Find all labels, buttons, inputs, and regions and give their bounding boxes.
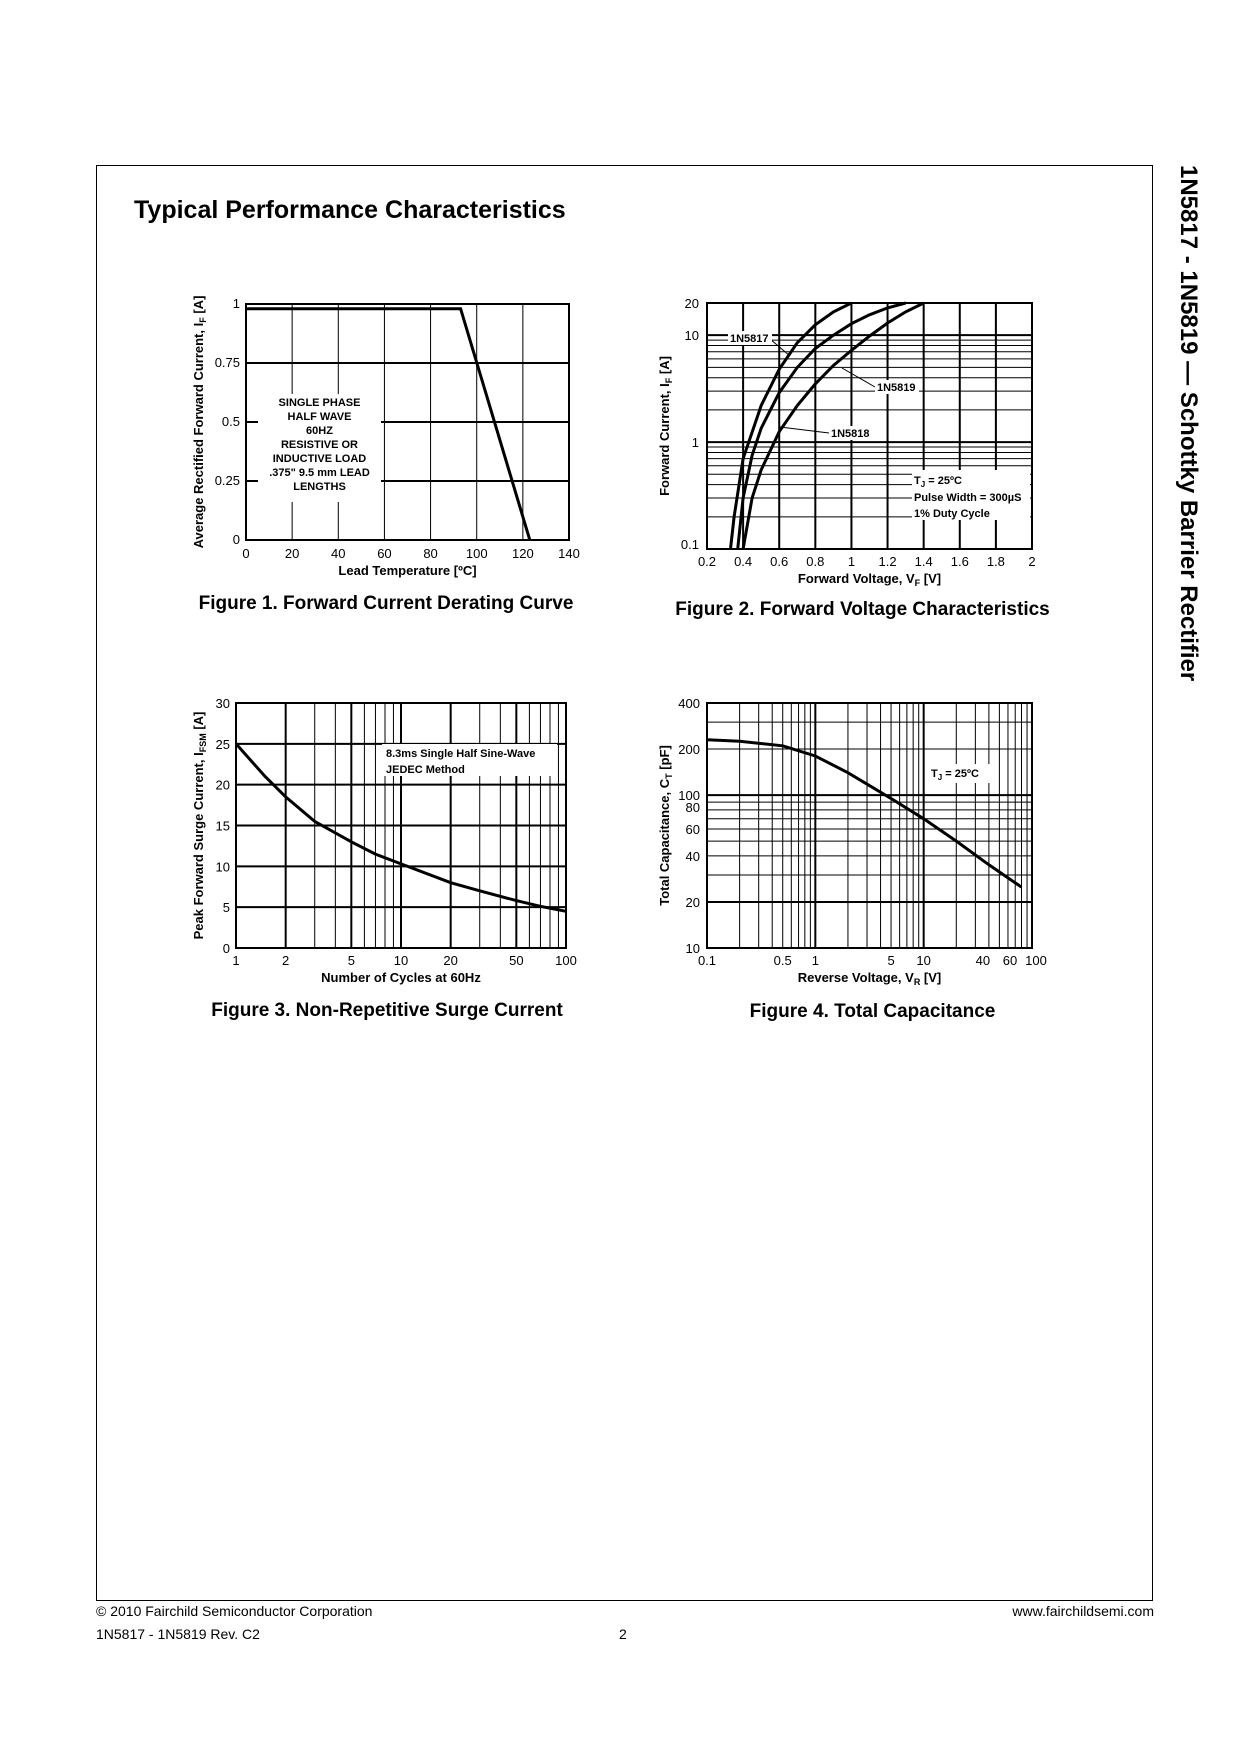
y-tick-label: 80	[685, 799, 700, 815]
annotation-line: 60HZ	[306, 425, 333, 437]
y-tick-label: 60	[685, 821, 700, 837]
x-axis-label: Lead Temperature [ºC]	[338, 563, 477, 578]
footer-website[interactable]: www.fairchildsemi.com	[1012, 1603, 1154, 1619]
y-tick-label: 0.75	[214, 355, 240, 370]
x-tick-label: 50	[509, 953, 524, 968]
y-axis-label: Average Rectified Forward Current, $I_F$ [A]	[191, 295, 208, 549]
annotation-tj: $T_J$ = 25ºC	[931, 768, 979, 782]
chart-fig3	[182, 683, 587, 993]
x-tick-label: 40	[975, 953, 991, 968]
caption-fig2: Figure 2. Forward Voltage Characteristics	[675, 599, 1050, 620]
footer-page-number: 2	[619, 1626, 627, 1642]
y-tick-label: 0.5	[221, 414, 240, 429]
y-tick-label: 1	[232, 296, 240, 311]
y-tick-label: 20	[685, 894, 700, 910]
x-tick-label: 140	[558, 546, 580, 561]
x-tick-label: 1	[811, 953, 819, 968]
annotation-line: .375" 9.5 mm LEAD	[269, 467, 370, 479]
x-tick-label: 0.8	[806, 554, 825, 569]
x-tick-label: 0	[242, 546, 250, 561]
x-tick-label: 5	[887, 953, 895, 968]
y-tick-label: 25	[215, 736, 230, 752]
x-tick-label: 80	[423, 546, 438, 561]
x-tick-label: 40	[331, 546, 346, 561]
series-label: 1N5817	[730, 333, 769, 345]
x-tick-label: 60	[1002, 953, 1018, 968]
x-tick-label: 0.2	[697, 554, 717, 569]
y-tick-label: 15	[215, 818, 230, 834]
side-title	[1170, 165, 1206, 710]
y-tick-label: 20	[684, 296, 699, 311]
chart-fig1	[182, 286, 582, 581]
annotation-line: LENGTHS	[293, 481, 346, 493]
x-axis-label: Forward Voltage, $V_F$ [V]	[797, 571, 942, 588]
y-tick-label: 100	[678, 788, 700, 804]
y-tick-label: 30	[215, 696, 230, 711]
y-tick-label: 20	[215, 777, 230, 793]
annotation-line: Pulse Width = 300µS	[914, 492, 1022, 504]
x-tick-label: 1.4	[914, 554, 933, 569]
x-tick-label: 120	[512, 546, 534, 561]
y-tick-label: 40	[685, 848, 700, 864]
y-tick-label: 0	[232, 532, 240, 547]
annotation-line: 1% Duty Cycle	[914, 508, 990, 520]
y-axis-label: Peak Forward Surge Current, $I_{FSM}$ [A]	[191, 711, 208, 940]
x-tick-label: 20	[443, 953, 458, 968]
x-tick-label: 1	[232, 953, 240, 968]
x-tick-label: 0.4	[734, 554, 753, 569]
x-tick-label: 100	[555, 953, 577, 968]
x-tick-label: 20	[284, 546, 300, 561]
annotation-line: SINGLE PHASE	[278, 397, 361, 409]
y-tick-label: 10	[215, 859, 230, 875]
y-tick-label: 0.25	[214, 473, 240, 488]
annotation-line: RESISTIVE OR	[280, 439, 359, 451]
x-tick-label: 1.2	[878, 554, 897, 569]
y-tick-label: 400	[678, 696, 700, 711]
x-tick-label: 2	[282, 953, 290, 968]
x-tick-label: 60	[377, 546, 392, 561]
caption-fig3: Figure 3. Non-Repetitive Surge Current	[211, 1000, 563, 1021]
x-axis-label: Number of Cycles at 60Hz	[321, 970, 481, 985]
footer-copyright: © 2010 Fairchild Semiconductor Corporation	[96, 1603, 373, 1619]
x-tick-label: 1	[847, 554, 856, 569]
y-axis-label: Total Capacitance, $C_T$ [pF]	[657, 745, 674, 906]
x-tick-label: 2	[1028, 554, 1036, 569]
caption-fig1: Figure 1. Forward Current Derating Curve	[198, 593, 574, 614]
series-capacitance	[707, 740, 1022, 887]
chart-fig2	[645, 286, 1060, 596]
annotation-line: 8.3ms Single Half Sine-Wave	[386, 748, 536, 760]
x-tick-label: 1.8	[986, 554, 1005, 569]
footer-revision: 1N5817 - 1N5819 Rev. C2	[96, 1626, 260, 1642]
y-tick-label: 200	[678, 742, 700, 758]
y-tick-label: 10	[684, 328, 699, 344]
side-title-text: 1N5817 - 1N5819 — Schottky Barrier Rectifier	[1175, 165, 1202, 682]
y-tick-label: 10	[685, 941, 700, 956]
annotation-line: HALF WAVE	[287, 411, 352, 423]
y-tick-label: 5	[222, 900, 230, 916]
y-axis-label: Forward Current, $I_F$ [A]	[657, 356, 674, 496]
annotation-tj: $T_J$ = 25ºC	[914, 475, 962, 489]
x-tick-label: 100	[1025, 953, 1047, 968]
series-label: 1N5818	[831, 428, 870, 440]
plot-border	[707, 703, 1032, 948]
series-label: 1N5819	[877, 382, 916, 394]
x-tick-label: 100	[465, 546, 488, 561]
chart-fig4	[645, 683, 1060, 993]
x-tick-label: 10	[916, 953, 931, 968]
x-tick-label: 0.5	[773, 953, 792, 968]
x-tick-label: 1.6	[950, 554, 969, 569]
x-axis-label: Reverse Voltage, $V_R$ [V]	[797, 970, 942, 987]
x-tick-label: 5	[347, 953, 355, 968]
x-tick-label: 0.1	[697, 953, 717, 968]
annotation-line: INDUCTIVE LOAD	[272, 453, 367, 465]
annotation-line: JEDEC Method	[386, 764, 465, 776]
series-leader	[780, 427, 829, 433]
y-tick-label: 1	[691, 435, 699, 451]
section-title: Typical Performance Characteristics	[134, 196, 566, 224]
caption-fig4: Figure 4. Total Capacitance	[749, 1001, 996, 1022]
x-tick-label: 0.6	[770, 554, 789, 569]
x-tick-label: 10	[393, 953, 409, 968]
y-tick-label: 0.1	[680, 537, 699, 552]
y-tick-label: 0	[222, 941, 230, 956]
